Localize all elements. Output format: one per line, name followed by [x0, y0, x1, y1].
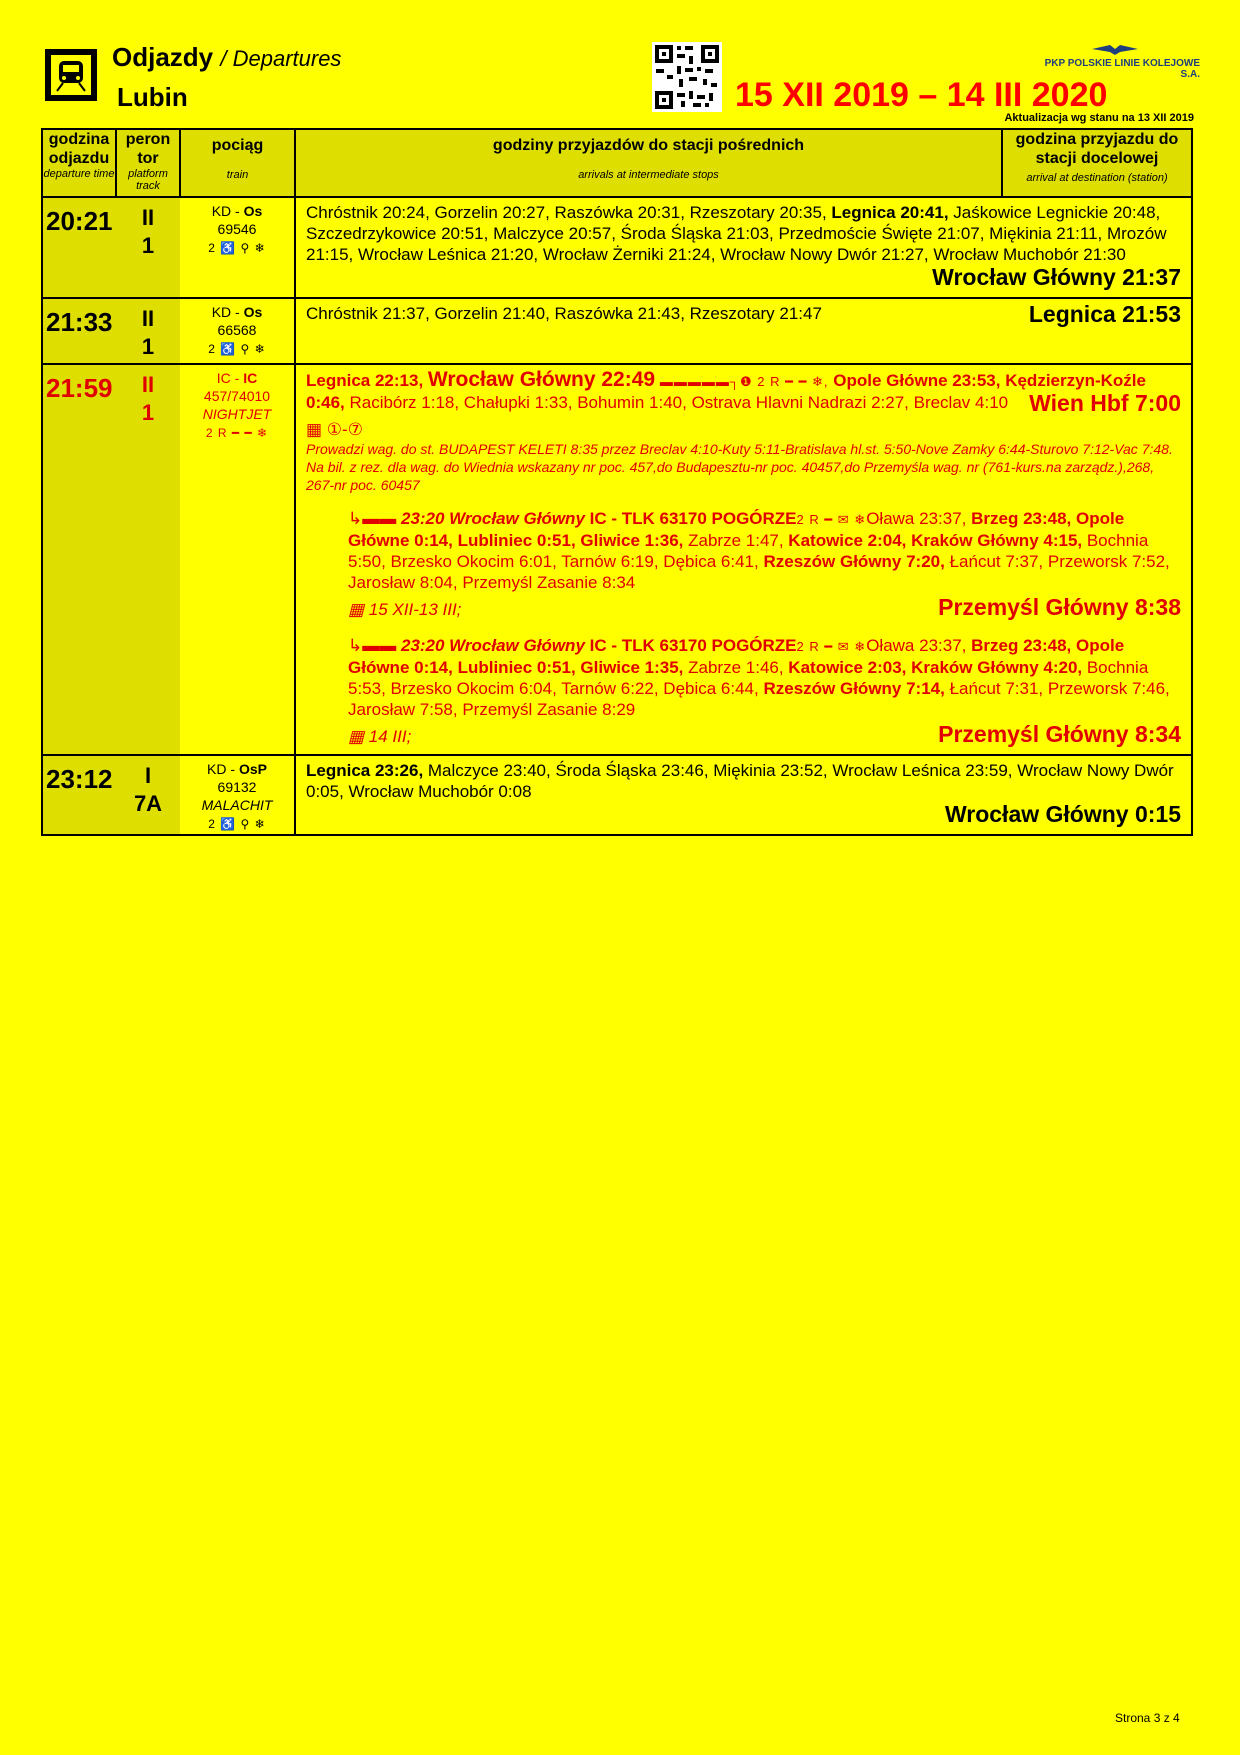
platform: II	[141, 205, 155, 230]
stops-bold: Katowice 2:03, Kraków Główny 4:20,	[788, 658, 1083, 677]
departure-time: 23:12	[42, 755, 116, 835]
stops-cell	[295, 755, 1192, 835]
header-platform-track: peron tor platform track	[116, 129, 180, 197]
platform-track	[116, 197, 180, 298]
calendar-icon: ▦	[348, 600, 365, 619]
carrier: IC	[216, 370, 231, 386]
qr-code-icon	[652, 42, 722, 112]
destination: Przemyśl Główny 8:34	[938, 721, 1181, 747]
stops-text: Bochnia 5:53, Brzesko Okocim 6:04, Tarnów 6:22, Dębica 6:44,	[348, 658, 1149, 698]
train-number: 457/74010	[203, 388, 271, 404]
train-category: OsP	[238, 761, 267, 777]
stops-text: Łańcut 7:31, Przeworsk 7:46, Jarosław 7:58, Przemyśl Zasanie 8:29	[348, 679, 1170, 719]
header-departure-time: godzina odjazdu departure time	[42, 129, 116, 197]
stops-text: Oława 23:37,	[866, 509, 967, 528]
amenities-icons: 2 ♿ ⚲ ❄	[208, 342, 266, 356]
train-number: 66568	[217, 322, 257, 338]
table-row	[42, 755, 1192, 835]
train-info: KD - Os 69546 2 ♿ ⚲ ❄	[180, 197, 295, 298]
train-info: IC - IC 457/74010 NIGHTJET 2 R ━ ━ ❄	[180, 364, 295, 755]
calendar-icon: ▦	[348, 727, 365, 746]
connection-block	[348, 508, 1181, 621]
train-category: Os	[243, 304, 263, 320]
connection-train: IC - TLK 63170 POGÓRZE	[584, 509, 797, 528]
table-header-row	[42, 129, 1192, 197]
stops-bold-large: Wrocław Główny 22:49	[427, 368, 656, 391]
stops-text: Zabrze 1:47,	[683, 531, 789, 550]
stops-text: Malczyce 23:40, Środa Śląska 23:46, Miękinia 23:52, Wrocław Leśnica 23:59, Wrocław Nowy Dwór 0:05, Wrocław Muchobór 0:08	[306, 761, 1174, 801]
destination: Wrocław Główny 0:15	[944, 801, 1181, 827]
carrier: KD	[211, 203, 232, 219]
track: 1	[141, 400, 155, 425]
platform-track	[116, 755, 180, 835]
running-days: 15 XII-13 III;	[368, 600, 462, 619]
stops-bold: Opole Główne 23:53, Kędzierzyn-Koźle 0:46,	[306, 371, 1146, 412]
update-note: Aktualizacja wg stanu na 13 XII 2019	[1004, 112, 1194, 124]
amenities-icons: 2 R ━ ✉ ❄	[796, 512, 867, 527]
connection-block	[348, 635, 1181, 748]
amenities-icons: 2 ♿ ⚲ ❄	[208, 241, 266, 255]
carrier: KD	[211, 304, 232, 320]
departure-time: 21:59	[42, 364, 116, 755]
stops-text: Zabrze 1:46,	[683, 658, 789, 677]
running-days: ①-⑦	[326, 420, 363, 439]
stops-text: Oława 23:37,	[866, 636, 967, 655]
table-row	[42, 298, 1192, 364]
carriage-icons: ▬▬▬▬▬┐❶ 2 R ━ ━ ❄,	[659, 374, 829, 389]
page-number: Strona 3 z 4	[1115, 1711, 1180, 1725]
train-logo	[45, 49, 97, 101]
title-text: Odjazdy	[112, 42, 214, 72]
platform: II	[141, 372, 155, 397]
track: 7A	[133, 791, 163, 816]
platform: I	[144, 763, 152, 788]
departures-table	[41, 128, 1193, 836]
train-info: KD - OsP 69132 MALACHIT 2 ♿ ⚲ ❄	[180, 755, 295, 835]
train-name: NIGHTJET	[202, 406, 272, 422]
track: 1	[141, 233, 155, 258]
destination: Wrocław Główny 21:37	[932, 264, 1181, 290]
amenities-icons: 2 ♿ ⚲ ❄	[208, 817, 266, 831]
amenities-icons: 2 R ━ ✉ ❄	[796, 639, 867, 654]
connection-arrow-icon: ↳▬▬	[348, 636, 397, 655]
train-category: Os	[243, 203, 263, 219]
stops-text: Bochnia 5:50, Brzesko Okocim 6:01, Tarnów 6:19, Dębica 6:41,	[348, 531, 1149, 571]
platform-track	[116, 364, 180, 755]
stops-text: Racibórz 1:18, Chałupki 1:33, Bohumin 1:40, Ostrava Hlavni Nadrazi 2:27, Breclav 4:10	[344, 393, 1009, 412]
train-info: KD - Os 66568 2 ♿ ⚲ ❄	[180, 298, 295, 364]
running-days: 14 III;	[368, 727, 412, 746]
platform: II	[141, 306, 155, 331]
table-row	[42, 364, 1192, 755]
connection-lead: 23:20 Wrocław Główny	[400, 509, 585, 528]
track: 1	[141, 334, 155, 359]
stops-bold: Legnica 22:13,	[306, 371, 424, 390]
stops-bold: Rzeszów Główny 7:20,	[763, 552, 945, 571]
departure-time: 21:33	[42, 298, 116, 364]
stops-cell	[295, 298, 1192, 364]
stops-text: Chróstnik 20:24, Gorzelin 20:27, Raszówka 20:31, Rzeszotary 20:35,	[306, 203, 832, 222]
connection-lead: 23:20 Wrocław Główny	[400, 636, 585, 655]
title-subtitle: / Departures	[220, 46, 342, 71]
amenities-icons: 2 R ━ ━ ❄	[205, 426, 269, 440]
stops-bold: Legnica 20:41,	[831, 203, 949, 222]
stops-cell	[295, 364, 1192, 755]
stops-text: Chróstnik 21:37, Gorzelin 21:40, Raszówka 21:43, Rzeszotary 21:47	[306, 304, 822, 323]
stops-bold: Rzeszów Główny 7:14,	[763, 679, 945, 698]
station-name: Lubin	[117, 82, 188, 112]
operator-name: PKP POLSKIE LINIE KOLEJOWE S.A.	[1044, 58, 1200, 80]
stops-text: Jaśkowice Legnickie 20:48, Szczedrzykowice 20:51, Malczyce 20:57, Środa Śląska 21:03, Przedmoście Święte 21:07, Miękinia 21:11, Mrozów 21:15, Wrocław Leśnica 21:20, Wrocław Żerniki 21:24, Wrocław Nowy Dwór 21:27, Wrocław Muchobór 21:30	[306, 203, 1167, 264]
table-row	[42, 197, 1192, 298]
page-title	[112, 42, 341, 73]
stops-cell	[295, 197, 1192, 298]
carrier: KD	[207, 761, 227, 777]
destination: Przemyśl Główny 8:38	[938, 594, 1181, 620]
header-train: pociąg train	[180, 129, 295, 197]
connection-train: IC - TLK 63170 POGÓRZE	[584, 636, 797, 655]
platform-track	[116, 298, 180, 364]
stops-bold: Legnica 23:26,	[306, 761, 424, 780]
validity-period: 15 XII 2019 – 14 III 2020	[735, 76, 1108, 114]
header-intermediate-stops: godziny przyjazdów do stacji pośrednich arrivals at intermediate stops	[295, 129, 1002, 197]
calendar-icon: ▦	[306, 420, 323, 439]
train-number: 69132	[217, 779, 257, 795]
train-category: IC	[243, 370, 258, 386]
train-icon	[51, 55, 91, 95]
stops-text: Łańcut 7:37, Przeworsk 7:52, Jarosław 8:04, Przemyśl Zasanie 8:34	[348, 552, 1170, 592]
stops-bold: Katowice 2:04, Kraków Główny 4:15,	[788, 531, 1083, 550]
header-destination: godzina przyjazdu do stacji docelowej arrival at destination (station)	[1002, 129, 1192, 197]
stops-bold: Brzeg 23:48, Opole Główne 0:14, Lubliniec 0:51, Gliwice 1:35,	[348, 636, 1125, 677]
train-number: 69546	[217, 221, 257, 237]
destination: Legnica 21:53	[1028, 301, 1181, 327]
train-name: MALACHIT	[201, 797, 273, 813]
note: Prowadzi wag. do st. BUDAPEST KELETI 8:35 przez Breclav 4:10-Kuty 5:11-Bratislava hl.st. 5:50-Nove Zamky 6:44-Sturovo 7:12-Vac 7:48.	[306, 441, 1173, 457]
destination: Wien Hbf 7:00	[1029, 390, 1181, 416]
stops-bold: Brzeg 23:48, Opole Główne 0:14, Lubliniec 0:51, Gliwice 1:36,	[348, 509, 1125, 550]
connection-arrow-icon: ↳▬▬	[348, 509, 397, 528]
departure-time: 20:21	[42, 197, 116, 298]
note: Na bil. z rez. dla wag. do Wiednia wskazany nr poc. 457,do Budapesztu-nr poc. 40457,do Przemyśla wag. nr (761-kurs.na zarządz.),268, 267-nr poc. 60457	[306, 459, 1155, 493]
